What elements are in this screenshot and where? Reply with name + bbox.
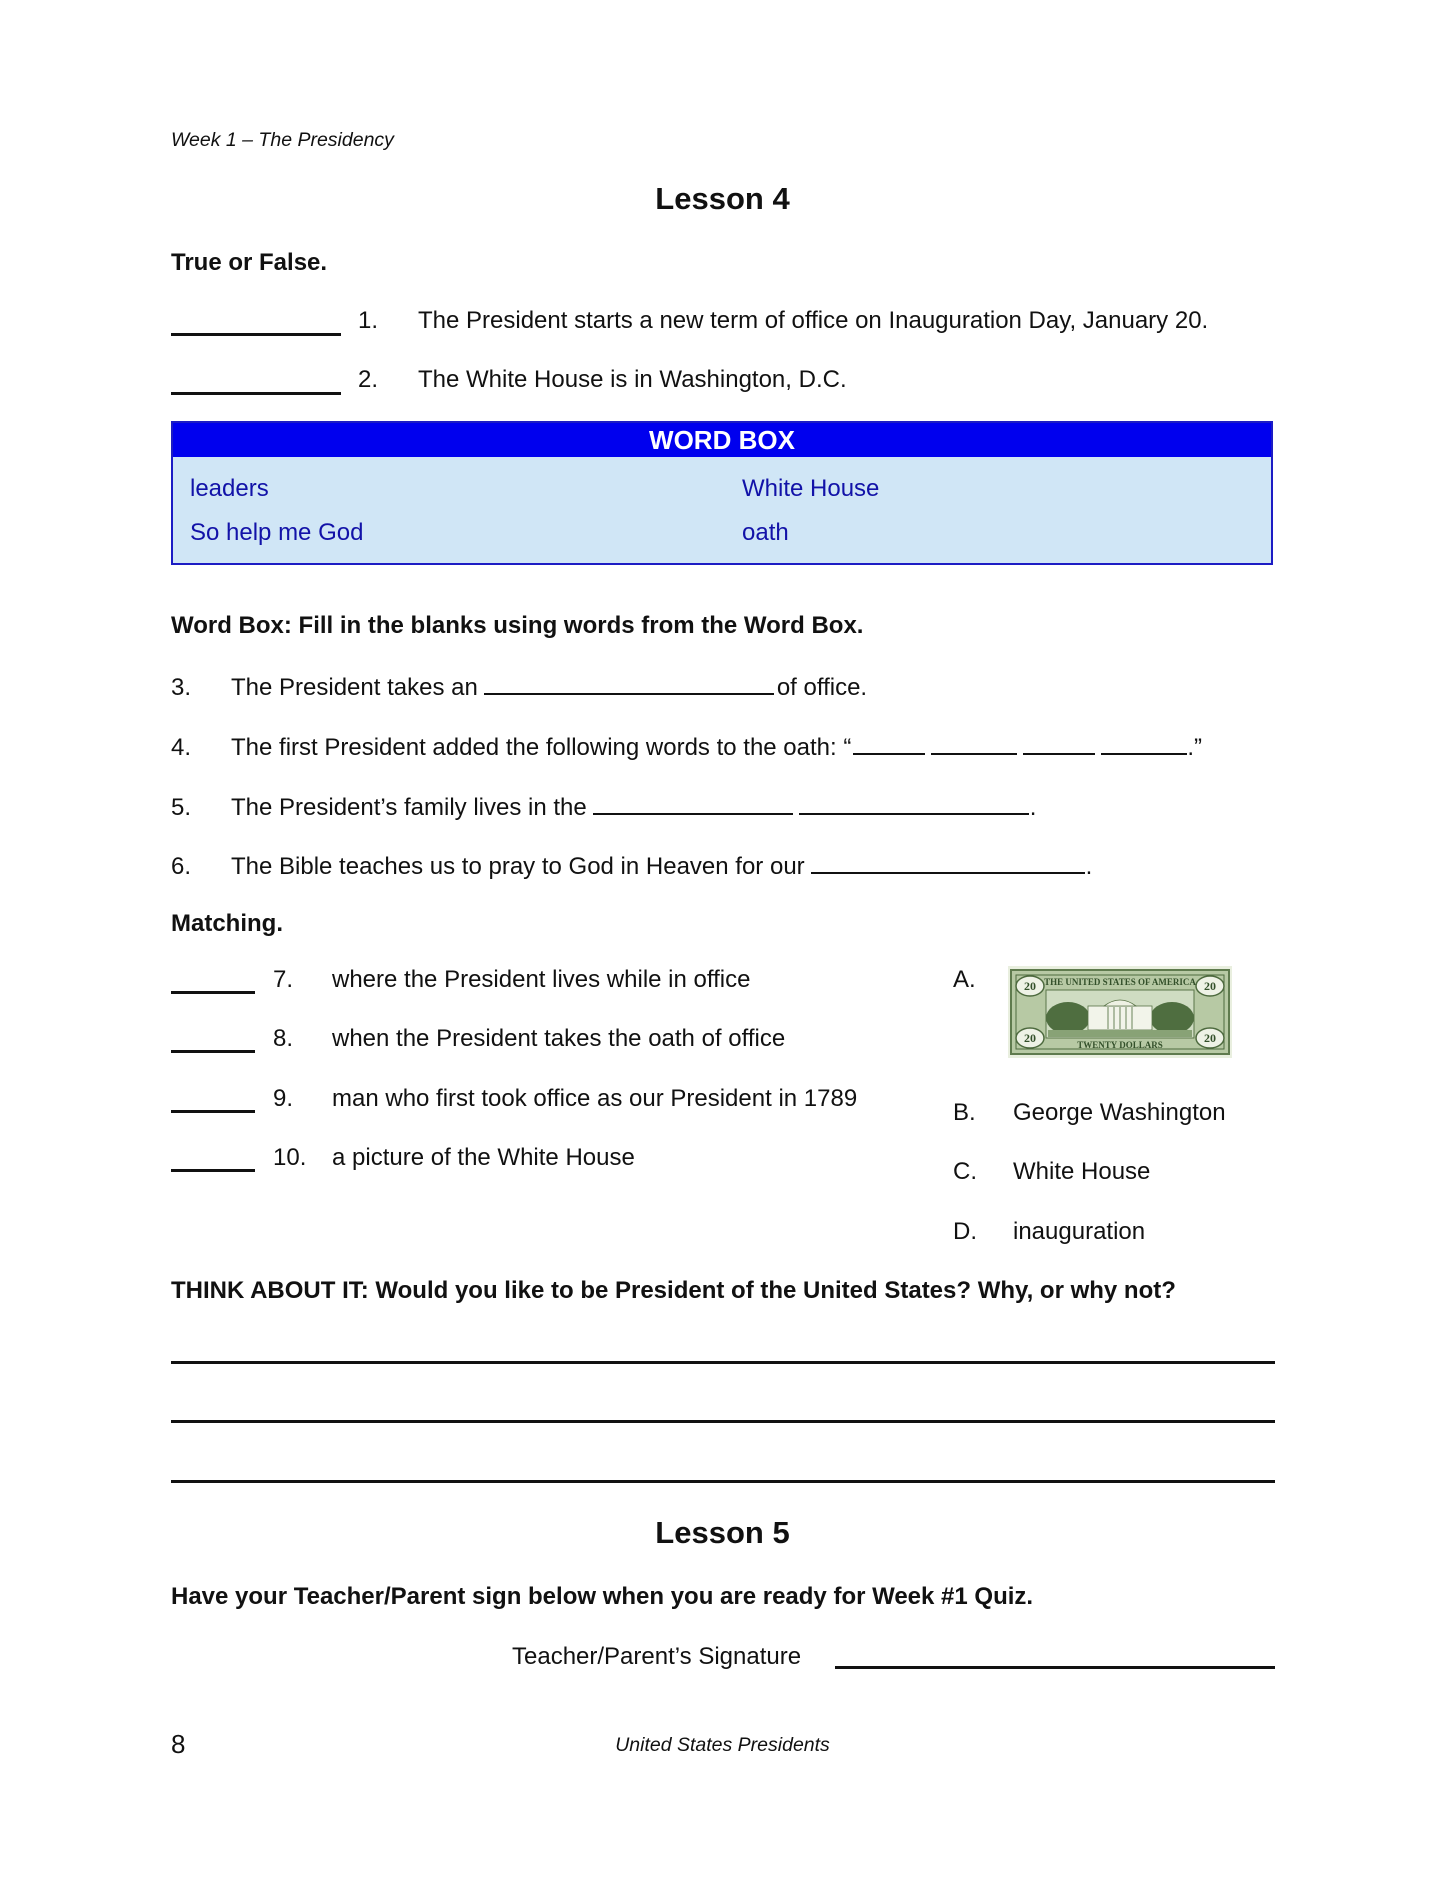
item-number: 5.: [171, 794, 192, 821]
fill-blank[interactable]: [1023, 731, 1095, 755]
bill-corner-numeral: 20: [1204, 979, 1216, 993]
answer-letter: B.: [953, 1099, 976, 1126]
item-number: 6.: [171, 853, 192, 880]
word-box: [171, 421, 1273, 565]
answer-blank-2[interactable]: [171, 392, 341, 395]
item-text-after: of office.: [776, 674, 868, 701]
item-number: 7.: [273, 966, 294, 993]
item-number: 9.: [273, 1085, 294, 1112]
item-text-after: .”: [1187, 734, 1203, 761]
fill-blank[interactable]: [931, 731, 1017, 755]
think-about-it-prompt: THINK ABOUT IT: Would you like to be President of the United States? Why, or why not?: [171, 1277, 1176, 1304]
bill-corner-numeral: 20: [1024, 979, 1036, 993]
running-head: Week 1 – The Presidency: [171, 129, 394, 151]
response-line-1[interactable]: [171, 1361, 1275, 1364]
item-number: 8.: [273, 1025, 294, 1052]
word-box-word: oath: [742, 519, 789, 546]
answer-letter: A.: [953, 966, 976, 993]
fill-blank[interactable]: [799, 791, 1029, 815]
response-line-2[interactable]: [171, 1420, 1275, 1423]
item-text: The President starts a new term of office on Inauguration Day, January 20.: [418, 307, 1209, 334]
page-number: 8: [171, 1729, 186, 1759]
fill-blank[interactable]: [593, 791, 793, 815]
item-text-after: .: [1085, 853, 1093, 880]
bill-top-lettering: THE UNITED STATES OF AMERICA: [1044, 977, 1196, 987]
answer-blank-1[interactable]: [171, 333, 341, 336]
answer-letter: D.: [953, 1218, 977, 1245]
fill-blank[interactable]: [1101, 731, 1187, 755]
match-blank-7[interactable]: [171, 991, 255, 994]
bill-corner-numeral: 20: [1024, 1031, 1036, 1045]
lesson-5-title: Lesson 5: [655, 1515, 790, 1550]
true-false-heading: True or False.: [171, 249, 328, 276]
footer-book-title: United States Presidents: [615, 1734, 830, 1756]
word-box-title: WORD BOX: [173, 423, 1271, 457]
item-text-after: .: [1029, 794, 1037, 821]
lesson-4-title: Lesson 4: [655, 181, 790, 216]
match-blank-8[interactable]: [171, 1050, 255, 1053]
item-text-before: The first President added the following words to the oath: “: [231, 734, 852, 761]
word-box-word: So help me God: [190, 519, 364, 546]
bill-bottom-lettering: TWENTY DOLLARS: [1077, 1040, 1163, 1050]
word-box-word: White House: [742, 475, 880, 502]
word-box-word: leaders: [190, 475, 269, 502]
twenty-dollar-bill-image: [1008, 966, 1232, 1058]
item-number: 4.: [171, 734, 192, 761]
prompt-text: where the President lives while in office: [332, 966, 751, 993]
prompt-text: when the President takes the oath of office: [332, 1025, 786, 1052]
response-line-3[interactable]: [171, 1480, 1275, 1483]
item-number: 2.: [358, 366, 379, 393]
item-text: The White House is in Washington, D.C.: [418, 366, 847, 393]
lesson-5-instruction: Have your Teacher/Parent sign below when you are ready for Week #1 Quiz.: [171, 1583, 1034, 1610]
matching-heading: Matching.: [171, 910, 283, 937]
prompt-text: man who first took office as our President in 1789: [332, 1085, 858, 1112]
fill-blank[interactable]: [853, 731, 925, 755]
item-number: 10.: [273, 1144, 307, 1171]
item-number: 3.: [171, 674, 192, 701]
answer-text: George Washington: [1013, 1099, 1226, 1126]
fill-in-heading: Word Box: Fill in the blanks using words from the Word Box.: [171, 612, 864, 639]
item-text-before: The President’s family lives in the: [231, 794, 587, 821]
match-blank-10[interactable]: [171, 1169, 255, 1172]
fill-in-item-5: [171, 791, 1036, 822]
fill-in-item-4: [171, 731, 1202, 762]
answer-text: inauguration: [1013, 1218, 1146, 1245]
answer-letter: C.: [953, 1158, 977, 1185]
bill-corner-numeral: 20: [1204, 1031, 1216, 1045]
match-blank-9[interactable]: [171, 1110, 255, 1113]
fill-in-item-3: [171, 671, 867, 702]
answer-text: White House: [1013, 1158, 1151, 1185]
signature-label: Teacher/Parent’s Signature: [512, 1643, 802, 1670]
fill-blank[interactable]: [811, 850, 1085, 874]
signature-line[interactable]: [835, 1666, 1275, 1669]
prompt-text: a picture of the White House: [332, 1144, 635, 1171]
fill-in-item-6: [171, 850, 1092, 881]
item-number: 1.: [358, 307, 379, 334]
item-text-before: The Bible teaches us to pray to God in Heaven for our: [231, 853, 805, 880]
item-text-before: The President takes an: [231, 674, 478, 701]
fill-blank[interactable]: [484, 671, 774, 695]
